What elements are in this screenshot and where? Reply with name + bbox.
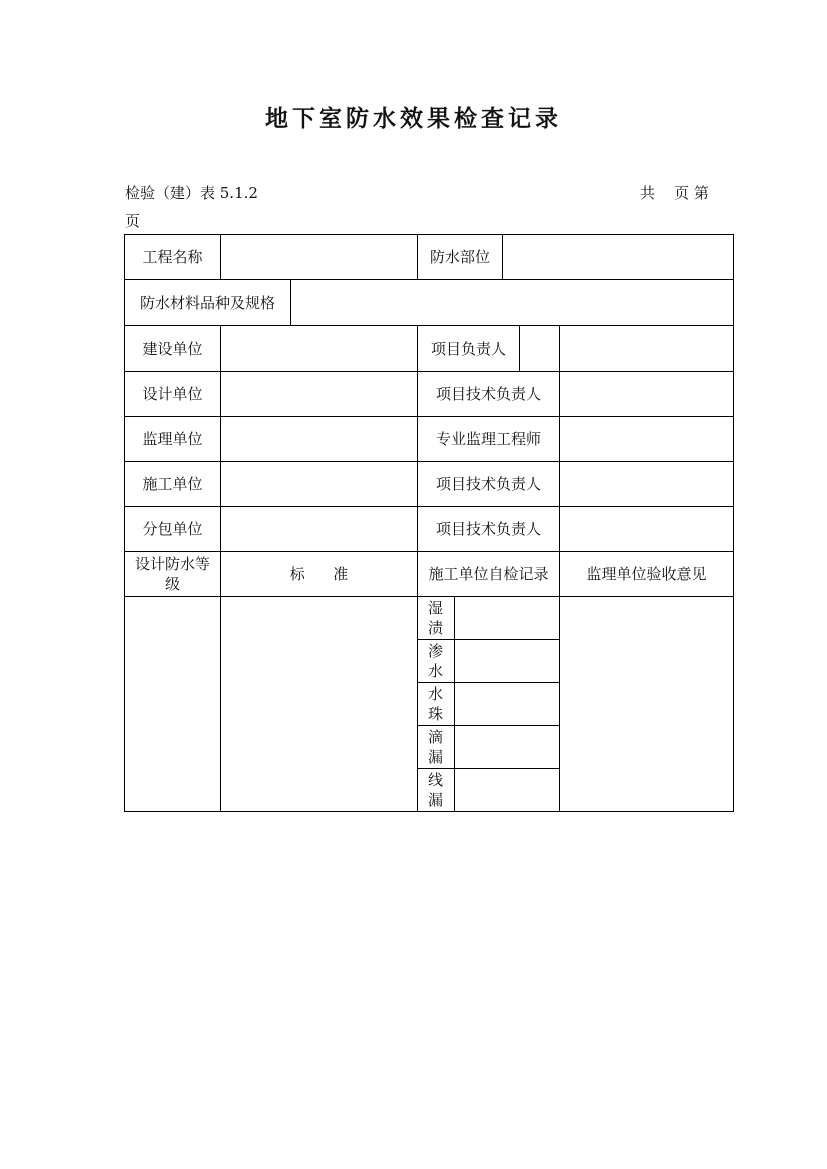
project-manager-extra[interactable] [560, 326, 734, 372]
material-label: 防水材料品种及规格 [125, 280, 291, 325]
subcontractor-value[interactable] [221, 507, 418, 552]
standard-header: 标 准 [221, 552, 418, 597]
contractor-tech-lead-label: 项目技术负责人 [418, 462, 560, 507]
check-item-value[interactable] [455, 597, 560, 640]
page-title: 地下室防水效果检查记录 [265, 106, 562, 132]
project-name-label: 工程名称 [125, 235, 221, 280]
subcontractor-label: 分包单位 [125, 507, 221, 552]
project-name-value[interactable] [221, 235, 418, 280]
grade-value[interactable] [125, 597, 221, 812]
check-item-value[interactable] [455, 640, 560, 683]
material-row [125, 280, 733, 325]
page-count: 共 页 第 [640, 184, 709, 202]
waterproof-part-value[interactable] [503, 235, 734, 280]
check-item-label: 渗水 [418, 640, 455, 683]
supervising-engineer-label: 专业监理工程师 [418, 417, 560, 462]
subcontractor-tech-lead-value[interactable] [560, 507, 734, 552]
check-item-value[interactable] [455, 726, 560, 769]
project-manager-cell [418, 326, 559, 371]
project-manager-label: 项目负责人 [418, 326, 520, 371]
check-item-value[interactable] [455, 769, 560, 812]
waterproof-part-label: 防水部位 [418, 235, 503, 280]
material-value[interactable] [291, 280, 734, 325]
supervisor-label: 监理单位 [125, 417, 221, 462]
project-manager-value[interactable] [520, 326, 560, 371]
check-item-value[interactable] [455, 683, 560, 726]
designer-label: 设计单位 [125, 372, 221, 417]
grade-header: 设计防水等 级 [125, 552, 221, 597]
check-item-label: 湿渍 [418, 597, 455, 640]
form-code: 检验（建）表 5.1.2 [125, 184, 258, 202]
check-item-label: 线漏 [418, 769, 455, 812]
contractor-label: 施工单位 [125, 462, 221, 507]
inspection-form-table [124, 234, 734, 812]
supervising-engineer-value[interactable] [560, 417, 734, 462]
self-check-header: 施工单位自检记录 [418, 552, 560, 597]
design-tech-lead-value[interactable] [560, 372, 734, 417]
standard-value[interactable] [221, 597, 418, 812]
acceptance-value[interactable] [560, 597, 734, 812]
builder-label: 建设单位 [125, 326, 221, 372]
contractor-tech-lead-value[interactable] [560, 462, 734, 507]
supervisor-value[interactable] [221, 417, 418, 462]
design-tech-lead-label: 项目技术负责人 [418, 372, 560, 417]
page-count-wrap: 页 [125, 212, 141, 230]
check-item-label: 滴漏 [418, 726, 455, 769]
subcontractor-tech-lead-label: 项目技术负责人 [418, 507, 560, 552]
designer-value[interactable] [221, 372, 418, 417]
builder-value[interactable] [221, 326, 418, 372]
acceptance-header: 监理单位验收意见 [560, 552, 734, 597]
check-item-label: 水珠 [418, 683, 455, 726]
contractor-value[interactable] [221, 462, 418, 507]
